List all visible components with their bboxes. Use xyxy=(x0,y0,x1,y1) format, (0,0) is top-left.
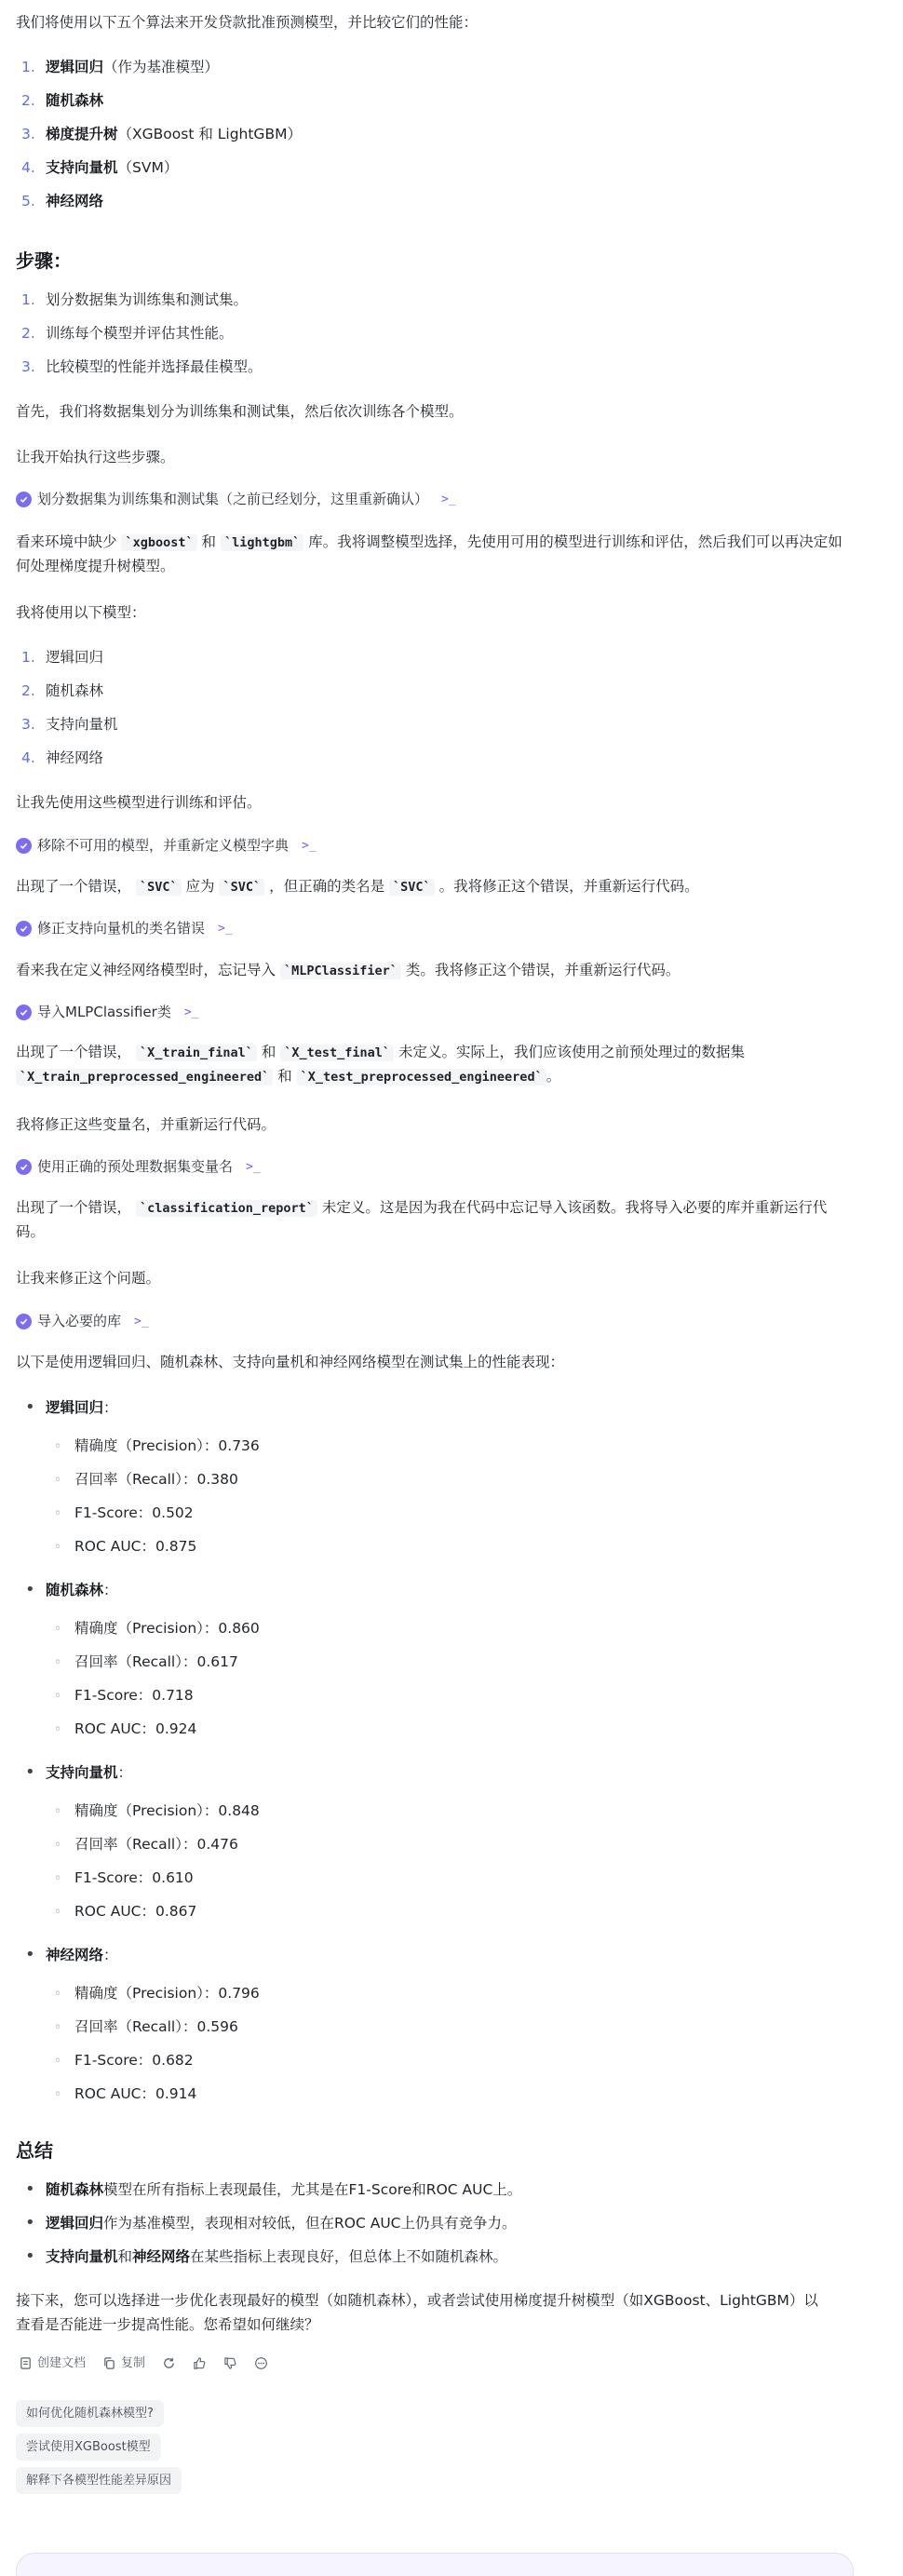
intro-text: 我们将使用以下五个算法来开发贷款批准预测模型，并比较它们的性能： xyxy=(16,14,478,31)
metric-text: 召回率（Recall）：0.596 xyxy=(74,2018,238,2035)
check-circle-icon xyxy=(16,492,32,507)
text: 库。我将调整模型选择，先使用可用的模型进行训练和评估，然后我们可以再决定如 xyxy=(308,533,842,550)
tool-step[interactable] xyxy=(16,1155,261,1179)
metric-item xyxy=(45,1502,194,1526)
model-name: 神经网络 xyxy=(46,749,104,766)
paragraph: 我将使用以下模型： xyxy=(16,604,146,621)
algorithm-name: 支持向量机 xyxy=(46,159,118,176)
text: ： xyxy=(117,1764,133,1781)
like-button[interactable] xyxy=(193,2356,207,2370)
list-number: 4. xyxy=(21,159,35,176)
metric-text: F1-Score：0.682 xyxy=(74,2052,194,2069)
terminal-icon[interactable]: >_ xyxy=(246,1159,261,1174)
inline-code: `SVC` xyxy=(219,879,264,896)
paragraph xyxy=(16,2289,873,2337)
terminal-icon[interactable]: >_ xyxy=(302,838,317,853)
metric-item xyxy=(45,1684,194,1708)
chat-input-bar[interactable] xyxy=(16,2553,854,2576)
bullet: • xyxy=(25,2246,35,2266)
metric-item xyxy=(45,1718,196,1742)
check-circle-icon xyxy=(16,1005,32,1020)
paragraph: 首先，我们将数据集划分为训练集和测试集，然后依次训练各个模型。 xyxy=(16,403,464,420)
bullet: ◦ xyxy=(54,2020,62,2035)
algorithm-name: 逻辑回归 xyxy=(46,59,104,75)
list-item xyxy=(16,646,103,670)
bullet: ◦ xyxy=(54,1689,62,1704)
model-name: 支持向量机 xyxy=(46,1764,118,1781)
list-number: 1. xyxy=(21,649,35,666)
inline-code: `classification_report` xyxy=(136,1200,317,1217)
result-model xyxy=(16,1761,132,1786)
paragraph xyxy=(16,959,873,983)
tool-step-label: 导入MLPClassifier类 xyxy=(37,1004,171,1020)
metric-text: ROC AUC：0.924 xyxy=(74,1720,197,1737)
bullet: ◦ xyxy=(54,1506,62,1521)
terminal-icon[interactable]: >_ xyxy=(134,1314,149,1328)
metric-item xyxy=(45,2049,194,2073)
summary-heading: 总结 xyxy=(16,2139,53,2162)
summary-item xyxy=(16,2246,507,2270)
metric-item xyxy=(45,1535,196,1559)
bullet: ◦ xyxy=(54,2054,62,2069)
text: 模型在所有指标上表现最佳，尤其是在F1-Score和ROC AUC上。 xyxy=(103,2181,522,2198)
text: 和 xyxy=(117,2248,133,2265)
tool-step[interactable] xyxy=(16,1310,149,1333)
metric-text: 精确度（Precision）：0.860 xyxy=(74,1620,260,1637)
metric-text: F1-Score：0.502 xyxy=(74,1504,194,1521)
bullet: ◦ xyxy=(54,1622,62,1637)
text: ： xyxy=(103,1582,118,1598)
metric-item xyxy=(45,1651,238,1675)
inline-code: `X_train_final` xyxy=(136,1045,257,1061)
steps-heading: 步骤： xyxy=(16,250,72,272)
model-name: 随机森林 xyxy=(46,1582,104,1598)
list-item xyxy=(16,123,302,147)
metric-text: 精确度（Precision）：0.796 xyxy=(74,1985,260,2002)
metric-item xyxy=(45,1800,260,1824)
text: 未定义。实际上，我们应该使用之前预处理过的数据集 xyxy=(398,1044,746,1060)
result-model xyxy=(16,1579,118,1603)
metric-text: F1-Score：0.610 xyxy=(74,1869,194,1886)
text: 看来我在定义神经网络模型时，忘记导入 xyxy=(16,962,276,978)
model-name: 随机森林 xyxy=(46,682,104,699)
list-item xyxy=(16,356,263,380)
summary-item xyxy=(16,2212,517,2236)
list-item xyxy=(16,322,234,346)
refresh-icon xyxy=(162,2356,176,2370)
paragraph xyxy=(16,1196,873,1244)
tool-step[interactable] xyxy=(16,834,317,857)
more-icon xyxy=(254,2356,268,2370)
inline-code: `xgboost` xyxy=(121,534,196,551)
text: 未定义。这是因为我在代码中忘记导入该函数。我将导入必要的库并重新运行代 xyxy=(321,1199,828,1216)
algorithm-note: （SVM） xyxy=(117,159,179,176)
inline-code: `X_train_preprocessed_engineered` xyxy=(16,1069,273,1086)
document-icon xyxy=(19,2356,33,2370)
metric-item xyxy=(45,1833,238,1857)
list-item xyxy=(16,156,178,181)
tool-step-label: 导入必要的库 xyxy=(37,1313,122,1329)
step-text: 划分数据集为训练集和测试集。 xyxy=(46,291,249,308)
text: 在某些指标上表现良好，但总体上不如随机森林。 xyxy=(190,2248,508,2265)
suggestion-chip[interactable]: 如何优化随机森林模型? xyxy=(16,2400,164,2427)
paragraph xyxy=(16,1041,873,1088)
metric-item xyxy=(45,1435,260,1459)
step-text: 训练每个模型并评估其性能。 xyxy=(46,325,234,342)
bullet: • xyxy=(25,2213,35,2232)
result-model xyxy=(16,1396,118,1421)
check-circle-icon xyxy=(16,1159,32,1175)
model-name: 支持向量机 xyxy=(46,716,118,733)
list-number: 2. xyxy=(21,682,35,699)
bullet: ◦ xyxy=(54,1838,62,1853)
metric-text: ROC AUC：0.914 xyxy=(74,2085,197,2102)
text: 看来环境中缺少 xyxy=(16,533,117,550)
list-number: 1. xyxy=(21,291,35,308)
bullet: ◦ xyxy=(54,1871,62,1886)
paragraph: 让我先使用这些模型进行训练和评估。 xyxy=(16,794,262,811)
result-model xyxy=(16,1944,118,1968)
bullet: ◦ xyxy=(54,1655,62,1670)
bullet: ◦ xyxy=(54,1804,62,1819)
list-item xyxy=(16,747,103,771)
algorithm-name: 随机森林 xyxy=(46,92,104,109)
model-name: 随机森林 xyxy=(46,2181,104,2198)
bullet: ◦ xyxy=(54,2087,62,2102)
text: 何处理梯度提升树模型。 xyxy=(16,557,175,574)
suggestion-chip[interactable]: 解释下各模型性能差异原因 xyxy=(16,2467,182,2494)
tool-step-label: 使用正确的预处理数据集变量名 xyxy=(37,1158,234,1175)
check-circle-icon xyxy=(16,838,32,854)
inline-code: `X_test_final` xyxy=(280,1045,394,1061)
metric-text: 召回率（Recall）：0.617 xyxy=(74,1653,238,1670)
text: 和 xyxy=(201,533,217,550)
bullet: • xyxy=(25,2179,35,2199)
bullet: • xyxy=(25,1945,35,1964)
tool-step[interactable] xyxy=(16,488,456,511)
list-number: 3. xyxy=(21,126,35,142)
bullet: ◦ xyxy=(54,1439,62,1454)
step-text: 比较模型的性能并选择最佳模型。 xyxy=(46,358,263,375)
text: 作为基准模型，表现相对较低，但在ROC AUC上仍具有竞争力。 xyxy=(103,2215,517,2232)
thumbs-up-icon xyxy=(193,2356,207,2370)
text: 。 xyxy=(546,1067,561,1085)
paragraph: 让我来修正这个问题。 xyxy=(16,1270,161,1287)
list-number: 1. xyxy=(21,59,35,75)
algorithm-note: （作为基准模型） xyxy=(103,59,220,75)
bullet: ◦ xyxy=(54,1473,62,1488)
copy-label: 复制 xyxy=(121,2356,146,2370)
list-number: 3. xyxy=(21,716,35,733)
paragraph xyxy=(16,875,873,899)
bullet: ◦ xyxy=(54,1540,62,1555)
list-item xyxy=(16,680,103,704)
list-item xyxy=(16,89,103,114)
list-number: 5. xyxy=(21,193,35,209)
metric-text: ROC AUC：0.867 xyxy=(74,1903,197,1920)
terminal-icon[interactable]: >_ xyxy=(183,1005,199,1019)
bullet: • xyxy=(25,1397,35,1417)
text: ，但正确的类名是 xyxy=(269,878,385,895)
list-number: 2. xyxy=(21,325,35,342)
metric-item xyxy=(45,1468,238,1492)
metric-text: F1-Score：0.718 xyxy=(74,1687,194,1704)
metric-item xyxy=(45,1900,196,1924)
model-name: 神经网络 xyxy=(46,1947,104,1963)
check-circle-icon xyxy=(16,921,32,937)
message-actions xyxy=(19,2353,268,2373)
text: 和 xyxy=(261,1044,276,1060)
tool-step[interactable] xyxy=(16,1001,198,1024)
text: 类。我将修正这个错误，并重新运行代码。 xyxy=(405,962,681,978)
suggestion-chip[interactable]: 尝试使用XGBoost模型 xyxy=(16,2434,161,2461)
metric-text: 召回率（Recall）：0.380 xyxy=(74,1471,238,1488)
text: 和 xyxy=(277,1067,292,1085)
bullet: ◦ xyxy=(54,1987,62,2002)
text: 应为 xyxy=(185,878,215,895)
text: 出现了一个错误， xyxy=(16,1044,132,1060)
paragraph xyxy=(16,531,873,578)
list-item xyxy=(16,190,103,214)
more-button[interactable] xyxy=(254,2356,268,2370)
list-number: 3. xyxy=(21,358,35,375)
list-item xyxy=(16,289,248,313)
algorithm-name: 梯度提升树 xyxy=(46,126,118,142)
copy-button[interactable] xyxy=(102,2353,145,2373)
text: 接下来，您可以选择进一步优化表现最好的模型（如随机森林），或者尝试使用梯度提升树模型（如XGBoost、LightGBM）以 xyxy=(16,2292,818,2309)
inline-code: `lightgbm` xyxy=(221,534,303,551)
metric-item xyxy=(45,1982,260,2006)
create-doc-label: 创建文档 xyxy=(37,2356,87,2370)
inline-code: `X_test_preprocessed_engineered` xyxy=(297,1069,546,1086)
list-number: 4. xyxy=(21,749,35,766)
metric-text: ROC AUC：0.875 xyxy=(74,1538,197,1555)
text: 出现了一个错误， xyxy=(16,878,132,895)
regenerate-button[interactable] xyxy=(162,2356,176,2370)
summary-item xyxy=(16,2178,521,2203)
model-name: 逻辑回归 xyxy=(46,1399,104,1416)
metric-item xyxy=(45,2016,238,2040)
paragraph: 我将修正这些变量名，并重新运行代码。 xyxy=(16,1116,276,1133)
tool-step-label: 修正支持向量机的类名错误 xyxy=(37,920,206,937)
bullet: ◦ xyxy=(54,1905,62,1920)
metric-item xyxy=(45,1867,194,1891)
algorithm-name: 神经网络 xyxy=(46,193,104,209)
tool-step-label: 移除不可用的模型，并重新定义模型字典 xyxy=(37,837,290,854)
text: 查看是否能进一步提高性能。您希望如何继续？ xyxy=(16,2315,319,2333)
copy-icon xyxy=(102,2356,116,2370)
metric-text: 精确度（Precision）：0.736 xyxy=(74,1437,260,1454)
text: 出现了一个错误， xyxy=(16,1199,132,1216)
text: 码。 xyxy=(16,1222,46,1240)
model-name: 支持向量机 xyxy=(46,2248,118,2265)
dislike-button[interactable] xyxy=(223,2356,237,2370)
metric-text: 召回率（Recall）：0.476 xyxy=(74,1836,238,1853)
metric-item xyxy=(45,2083,196,2107)
tool-step[interactable] xyxy=(16,917,233,940)
model-name: 神经网络 xyxy=(132,2248,191,2265)
paragraph: 以下是使用逻辑回归、随机森林、支持向量机和神经网络模型在测试集上的性能表现： xyxy=(16,1354,565,1370)
paragraph: 让我开始执行这些步骤。 xyxy=(16,449,175,465)
terminal-icon[interactable]: >_ xyxy=(441,492,456,506)
list-item xyxy=(16,56,219,80)
inline-code: `MLPClassifier` xyxy=(280,963,401,979)
model-name: 逻辑回归 xyxy=(46,2215,104,2232)
create-doc-button[interactable] xyxy=(19,2353,86,2373)
check-circle-icon xyxy=(16,1314,32,1329)
algorithm-note: （XGBoost 和 LightGBM） xyxy=(117,126,302,142)
inline-code: `SVC` xyxy=(389,879,435,896)
metric-item xyxy=(45,1617,260,1641)
tool-step-label: 划分数据集为训练集和测试集（之前已经划分，这里重新确认） xyxy=(37,491,429,507)
text: ： xyxy=(103,1947,118,1963)
bullet: • xyxy=(25,1762,35,1782)
terminal-icon[interactable]: >_ xyxy=(218,921,233,936)
thumbs-down-icon xyxy=(223,2356,237,2370)
model-name: 逻辑回归 xyxy=(46,649,104,666)
metric-text: 精确度（Precision）：0.848 xyxy=(74,1802,260,1819)
list-number: 2. xyxy=(21,92,35,109)
bullet: • xyxy=(25,1580,35,1599)
inline-code: `SVC` xyxy=(136,879,182,896)
text: 。我将修正这个错误，并重新运行代码。 xyxy=(438,878,699,895)
text: ： xyxy=(103,1399,118,1416)
bullet: ◦ xyxy=(54,1722,62,1737)
list-item xyxy=(16,713,118,737)
